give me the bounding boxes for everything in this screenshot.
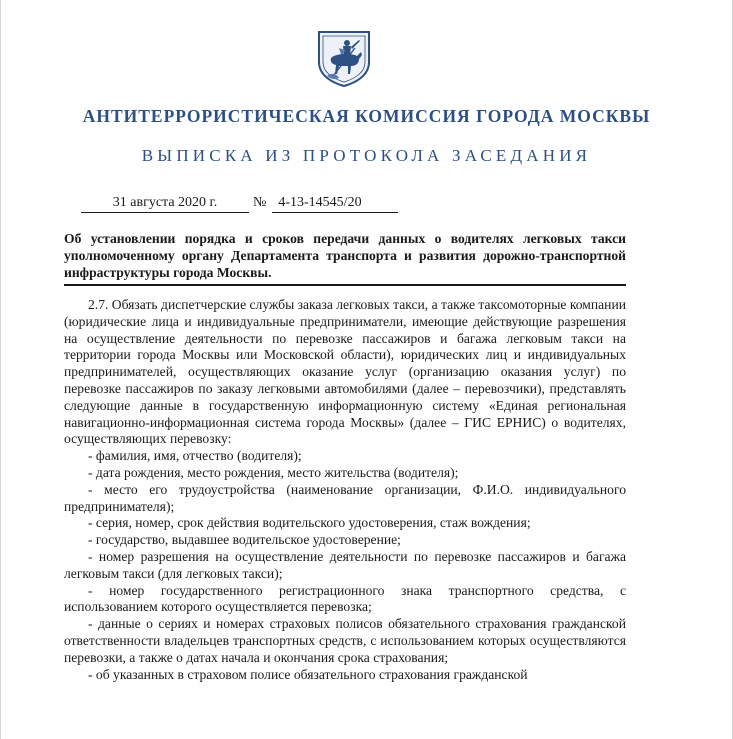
list-item: - данные о сериях и номерах страховых полисов обязательного страхования гражданской ответственности владельцев транспортных средств, с использованием которых осуществляются перевозки, а также о датах начала и окончания срока страхования; [64,616,626,665]
list-item: - фамилия, имя, отчество (водителя); [88,448,302,464]
list-item: - номер государственного регистрационного знака транспортного средства, с использованием которого осуществляется перевозка; [64,582,626,615]
list-item: - дата рождения, место рождения, место жительства (водителя); [88,464,459,480]
list-item: - серия, номер, срок действия водительского удостоверения, стаж вождения; [88,515,531,531]
subject-divider [64,284,626,286]
document-body [64,297,626,683]
document-type-title: ВЫПИСКА ИЗ ПРОТОКОЛА ЗАСЕДАНИЯ [141,146,592,165]
organization-title: АНТИТЕРРОРИСТИЧЕСКАЯ КОМИССИЯ ГОРОДА МОСКВЫ [82,106,651,126]
list-item: - место его трудоустройства (наименование организации, Ф.И.О. индивидуального предпринимателя); [64,481,626,514]
protocol-number: 4-13-14545/20 [272,195,398,213]
list-item: - государство, выдавшее водительское удостоверение; [88,532,401,548]
list-item: - номер разрешения на осуществление деятельности по перевозке пассажиров и багажа легковым такси (для легковых такси); [64,548,626,581]
moscow-coat-of-arms-icon [315,28,373,88]
list-item: - об указанных в страховом полисе обязательного страхования гражданской [88,666,528,682]
number-sign: № [253,195,267,210]
document-subject: Об установлении порядка и сроков передачи данных о водителях легковых такси уполномоченному органу Департамента транспорта и развития дорожно-транспортной инфраструктуры города Москвы. [64,231,626,280]
protocol-meta [81,195,398,213]
protocol-date: 31 августа 2020 г. [81,195,249,213]
paragraph-main: 2.7. Обязать диспетчерские службы заказа легковых такси, а также таксомоторные компании (юридические лица и индивидуальные предприниматели, имеющие действующие разрешения на осуществление деятельности по перевозке пассажиров и багажа легковым такси на территории города Москвы или Московской области), юридических лиц и индивидуальных предпринимателей, осуществляющих оказание услуг (организацию оказания услуг) по перевозке пассажиров по заказу легковыми автомобилями (далее – перевозчики), представлять следующие данные в государственную информационную систему «Единая региональная навигационно-информационная система города Москвы» (далее – ГИС ЕРНИС) о водителях, осуществляющих перевозку: [64,297,627,447]
